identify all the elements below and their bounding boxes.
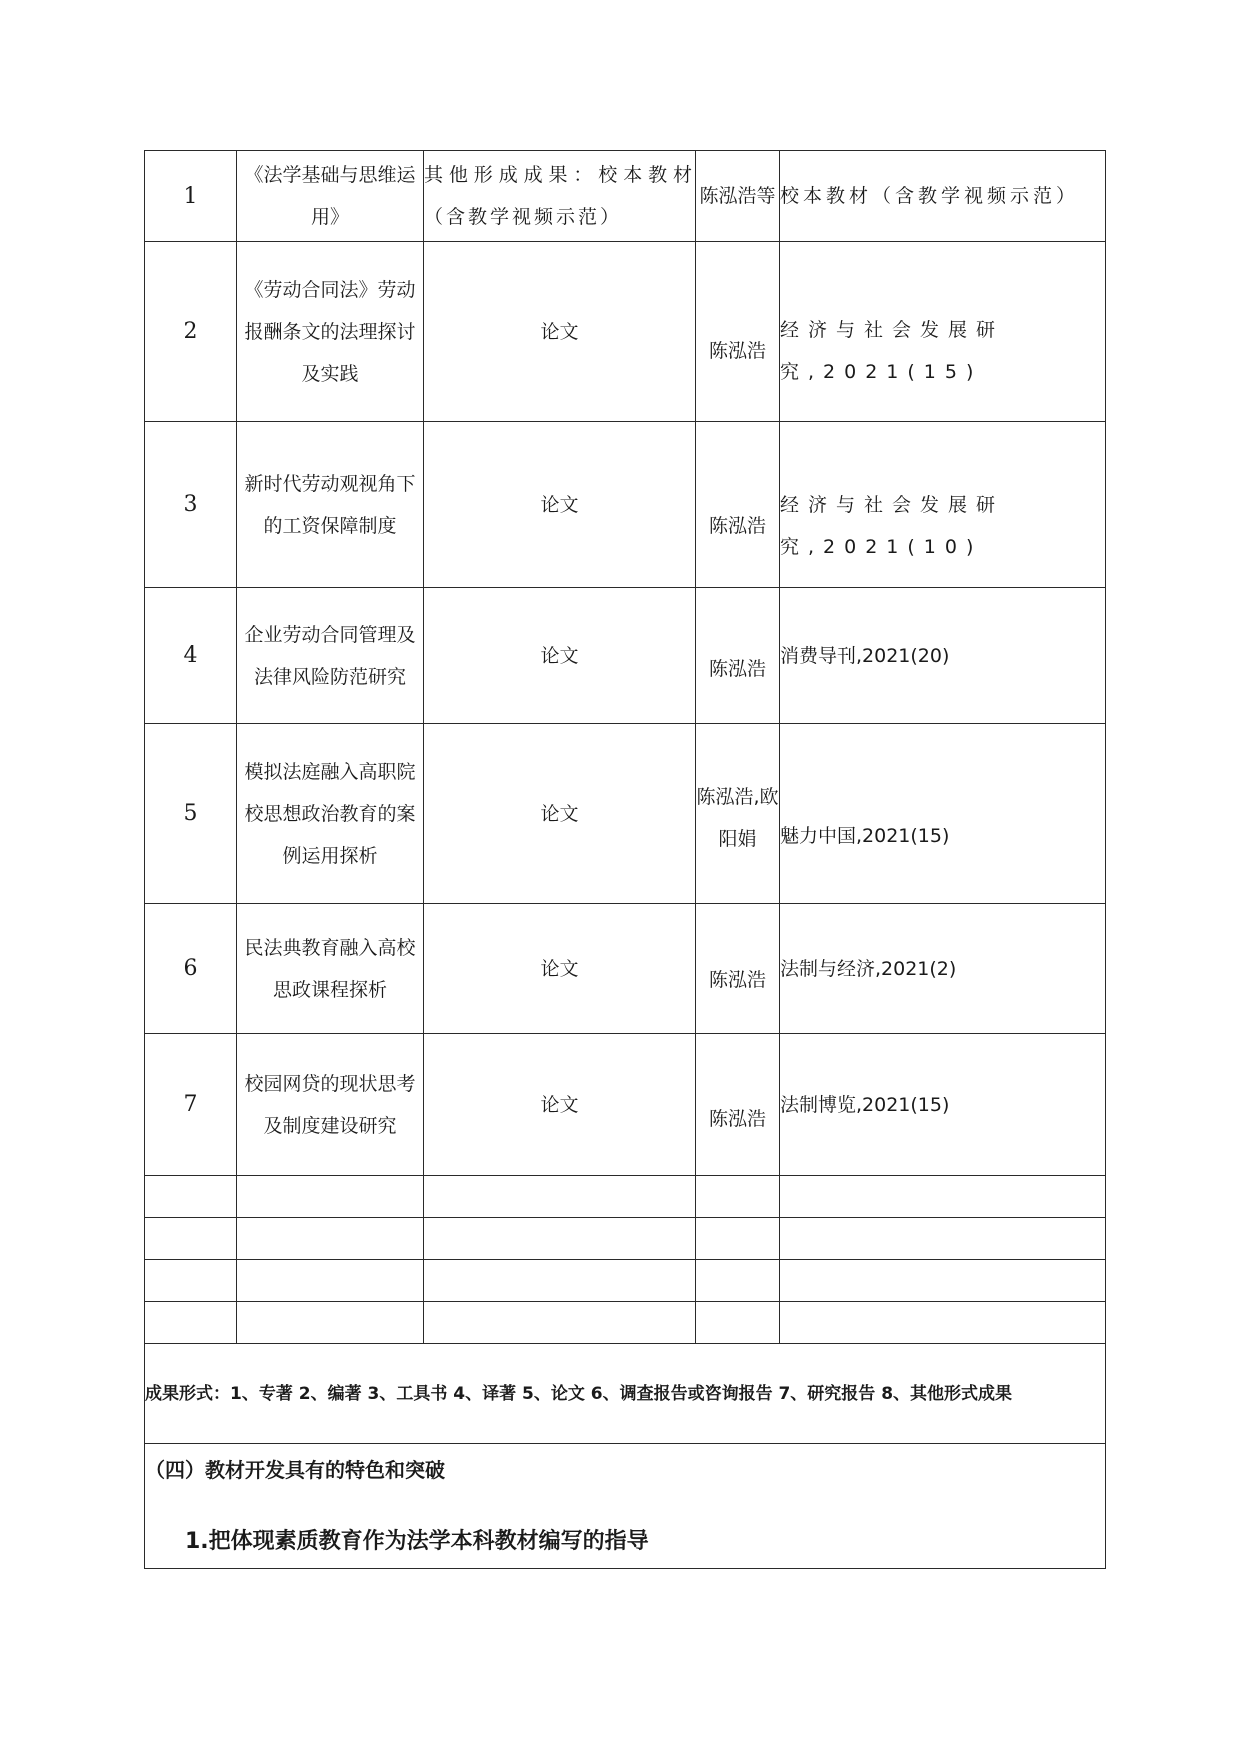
- table-row: [145, 588, 1106, 724]
- table-row: [145, 1034, 1106, 1176]
- empty-table-row: [145, 1176, 1106, 1218]
- achievement-title: 民法典教育融入高校思政课程探析: [237, 904, 424, 1034]
- achievement-author: 陈泓浩等: [696, 151, 780, 242]
- empty-table-row: [145, 1302, 1106, 1344]
- achievements-table: [144, 150, 1106, 1569]
- achievement-form: 其他形成成果：校本教材（含教学视频示范）: [424, 151, 696, 242]
- row-number: 3: [145, 422, 237, 588]
- section-title: （四）教材开发具有的特色和突破: [145, 1458, 445, 1482]
- achievement-source: 魅力中国,2021(15): [780, 724, 1106, 904]
- achievement-author: 陈泓浩: [696, 588, 780, 724]
- achievement-title: 校园网贷的现状思考及制度建设研究: [237, 1034, 424, 1176]
- achievement-title: 《劳动合同法》劳动报酬条文的法理探讨及实践: [237, 242, 424, 422]
- achievement-source: 经济与社会发展研究,2021(15): [780, 242, 1106, 422]
- achievement-form: 论文: [424, 904, 696, 1034]
- table-row: [145, 904, 1106, 1034]
- achievement-form: 论文: [424, 724, 696, 904]
- achievement-source: 消费导刊,2021(20): [780, 588, 1106, 724]
- achievement-title: 新时代劳动观视角下的工资保障制度: [237, 422, 424, 588]
- table-row: [145, 242, 1106, 422]
- empty-table-row: [145, 1260, 1106, 1302]
- section-subtitle: 1.把体现素质教育作为法学本科教材编写的指导: [185, 1529, 649, 1554]
- achievement-source: 经济与社会发展研究,2021(10): [780, 422, 1106, 588]
- achievement-form: 论文: [424, 1034, 696, 1176]
- achievement-source: 法制博览,2021(15): [780, 1034, 1106, 1176]
- achievement-title: 《法学基础与思维运用》: [237, 151, 424, 242]
- row-number: 2: [145, 242, 237, 422]
- achievement-form: 论文: [424, 242, 696, 422]
- row-number: 1: [145, 151, 237, 242]
- table-row: [145, 422, 1106, 588]
- row-number: 5: [145, 724, 237, 904]
- note-row: [145, 1344, 1106, 1444]
- achievement-author: 陈泓浩,欧阳娟: [696, 724, 780, 904]
- achievement-author: 陈泓浩: [696, 1034, 780, 1176]
- empty-table-row: [145, 1218, 1106, 1260]
- achievement-title: 企业劳动合同管理及法律风险防范研究: [237, 588, 424, 724]
- achievement-author: 陈泓浩: [696, 904, 780, 1034]
- row-number: 6: [145, 904, 237, 1034]
- section-row: [145, 1444, 1106, 1569]
- achievement-author: 陈泓浩: [696, 422, 780, 588]
- table-row: [145, 151, 1106, 242]
- section-cell: [145, 1444, 1106, 1569]
- achievement-author: 陈泓浩: [696, 242, 780, 422]
- row-number: 4: [145, 588, 237, 724]
- achievement-form: 论文: [424, 588, 696, 724]
- achievement-title: 模拟法庭融入高职院校思想政治教育的案例运用探析: [237, 724, 424, 904]
- achievement-form: 论文: [424, 422, 696, 588]
- table-row: [145, 724, 1106, 904]
- row-number: 7: [145, 1034, 237, 1176]
- form-types-note: 成果形式：1、专著 2、编著 3、工具书 4、译著 5、论文 6、调查报告或咨询报告 7、研究报告 8、其他形式成果: [145, 1344, 1106, 1444]
- achievement-source: 法制与经济,2021(2): [780, 904, 1106, 1034]
- achievement-source: 校本教材（含教学视频示范）: [780, 151, 1106, 242]
